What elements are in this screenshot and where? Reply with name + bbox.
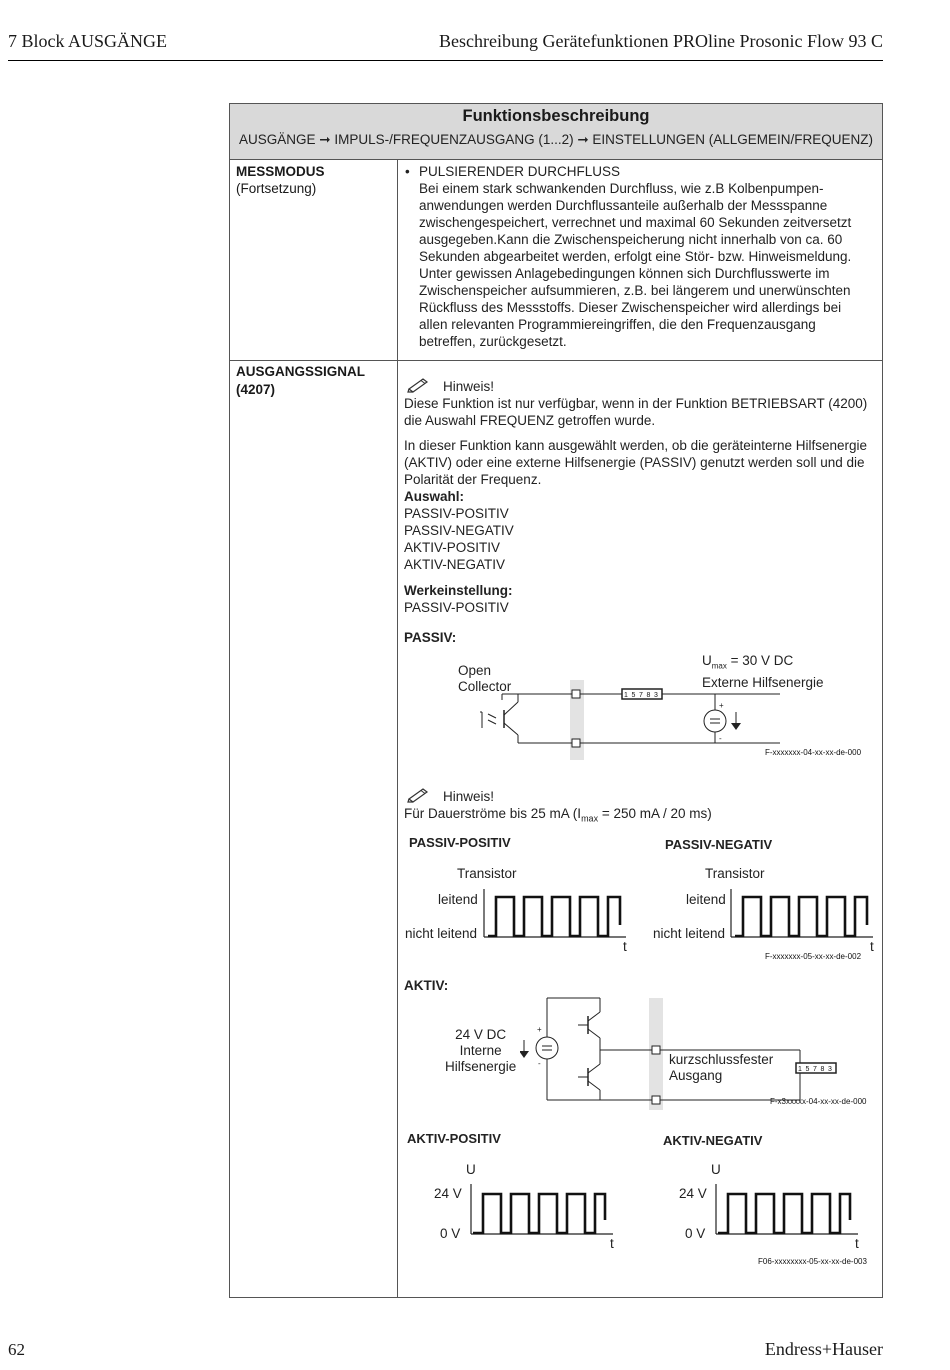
terminal-number: 3	[654, 692, 658, 699]
note1-text	[404, 395, 867, 429]
terminal-number: 1	[798, 1066, 802, 1073]
terminal-number: 8	[646, 692, 651, 699]
note1-line: die Auswahl FREQUENZ getroffen wurde.	[404, 413, 656, 428]
note2-post: = 250 mA / 20 ms)	[598, 806, 712, 821]
row1-label: MESSMODUS	[236, 164, 325, 179]
time-axis-label: t	[855, 1236, 859, 1251]
pencil-note-icon	[407, 375, 431, 393]
brand-logo-text: Endress+Hauser	[764, 1339, 883, 1359]
note2-pre: Für Dauerströme bis 25 mA (I	[404, 806, 582, 821]
dc-source-icon	[536, 1037, 558, 1059]
figure-code-2: F-xxxxxxx-05-xx-xx-de-002	[765, 952, 862, 961]
terminal	[652, 1096, 660, 1104]
arrow-down-icon	[520, 1051, 529, 1058]
figure-code-4: F06-xxxxxxxx-05-xx-xx-de-003	[758, 1257, 867, 1266]
bullet-icon: •	[405, 164, 410, 179]
supply-line: Hilfsenergie	[445, 1059, 517, 1074]
time-axis-label: t	[870, 939, 874, 954]
svg-text:-: -	[719, 734, 722, 743]
time-axis-label: t	[623, 939, 627, 954]
terminal-number: 5	[805, 1066, 810, 1073]
note2-text	[404, 805, 712, 828]
intro-line: In dieser Funktion kann ausgewählt werden, ob die geräteinterne Hilfsenergie	[404, 438, 868, 453]
leitend-label: leitend	[686, 892, 726, 907]
umax-sub: max	[711, 661, 727, 671]
header-rule	[8, 60, 883, 61]
supply-line: 24 V DC	[455, 1027, 507, 1042]
page-number: 62	[8, 1340, 25, 1359]
note2-sub: max	[581, 813, 599, 824]
function-table	[229, 103, 883, 1298]
terminal-number: 5	[631, 692, 636, 699]
svg-text:+: +	[719, 701, 724, 710]
terminal-number: 8	[820, 1066, 825, 1073]
row1-line: anwendungen werden Durchflussanteile außerhalb der Messspanne	[419, 198, 828, 213]
figure-code-3: F-x3xxxxx-04-xx-xx-de-000	[770, 1097, 867, 1106]
aktiv-label: AKTIV:	[404, 978, 449, 993]
row2-label: AUSGANGSSIGNAL	[236, 364, 366, 379]
row1-line: Bei einem stark schwankenden Durchfluss, wie z.B Kolbenpumpen-	[419, 181, 824, 196]
v24-label: 24 V	[434, 1186, 462, 1201]
voltage-axis-label: U	[711, 1162, 721, 1177]
row1-line: Sekunden abgearbeitet werden, erfolgt eine Stör- bzw. Hinweismeldung.	[419, 249, 852, 264]
row1-description	[419, 180, 851, 350]
svg-text:+: +	[537, 1025, 542, 1034]
werk-value: PASSIV-POSITIV	[404, 600, 509, 615]
terminal-number: 7	[639, 692, 643, 699]
aktiv-negativ-waveform	[712, 1182, 862, 1238]
option-item: PASSIV-NEGATIV	[404, 523, 514, 538]
arrow-down-icon	[731, 723, 741, 730]
supply-line: Interne	[459, 1043, 502, 1058]
row1-line: zwischengespeichert, verrechnet und maximal 60 Sekunden zeitversetzt	[419, 215, 852, 230]
table-menu-path: AUSGÄNGE ➞ IMPULS-/FREQUENZAUSGANG (1...2) ➞ EINSTELLUNGEN (ALLGEMEIN/FREQUENZ)	[239, 132, 873, 147]
svg-text:-: -	[538, 1059, 541, 1068]
v0-label: 0 V	[685, 1226, 706, 1241]
passiv-positiv-waveform	[480, 887, 630, 941]
passiv-negativ-waveform	[727, 887, 877, 941]
transistor-label: Transistor	[705, 866, 765, 881]
out-line: Ausgang	[669, 1068, 723, 1083]
intro-text	[404, 437, 867, 573]
terminal-number: 3	[828, 1066, 832, 1073]
note1-heading: Hinweis!	[443, 379, 495, 394]
column-divider	[397, 160, 398, 1298]
nicht-leitend-label: nicht leitend	[405, 926, 478, 941]
row1-sublabel: (Fortsetzung)	[236, 181, 317, 196]
row1-line: allen relevanten Programmiereingriffen, die den Frequenzausgang	[419, 317, 816, 332]
terminal-number: 7	[813, 1066, 817, 1073]
terminal	[652, 1046, 660, 1054]
intro-line: (AKTIV) oder eine externe Hilfsenergie (PASSIV) genutzt werden soll und die	[404, 455, 865, 470]
terminal-block	[795, 1062, 837, 1074]
note2-heading: Hinweis!	[443, 789, 495, 804]
voltage-axis-label: U	[466, 1162, 476, 1177]
v24-label: 24 V	[679, 1186, 707, 1201]
passiv-positiv-label: PASSIV-POSITIV	[409, 835, 511, 850]
oc-line: Collector	[458, 679, 512, 694]
terminal-number: 1	[624, 692, 628, 699]
option-item: AKTIV-NEGATIV	[404, 557, 506, 572]
umax-u: U	[702, 653, 712, 668]
row-divider	[230, 360, 882, 361]
passiv-circuit	[480, 680, 780, 762]
table-header	[230, 104, 882, 160]
umax-rest: = 30 V DC	[726, 653, 794, 668]
row1-line: Rückfluss des Messstoffs. Dieser Zwischenspeicher wird allerdings bei	[419, 300, 842, 315]
passiv-label: PASSIV:	[404, 630, 457, 645]
dc-source-icon	[704, 710, 726, 732]
figure-code-1: F-xxxxxxx-04-xx-xx-de-000	[765, 748, 862, 757]
aktiv-positiv-label: AKTIV-POSITIV	[407, 1131, 501, 1146]
header-section-title: 7 Block AUSGÄNGE	[8, 31, 168, 51]
option-item: PASSIV-POSITIV	[404, 506, 509, 521]
werk-label: Werkeinstellung:	[404, 583, 513, 598]
option-item: AKTIV-POSITIV	[404, 540, 501, 555]
terminal	[572, 739, 580, 747]
row1-bullet-title: PULSIERENDER DURCHFLUSS	[419, 164, 621, 179]
auswahl-label: Auswahl:	[404, 489, 465, 504]
row1-line: betreffen, zurückgesetzt.	[419, 334, 567, 349]
leitend-label: leitend	[438, 892, 478, 907]
transistor-label: Transistor	[457, 866, 517, 881]
out-line: kurzschlussfester	[669, 1052, 774, 1067]
aktiv-circuit	[520, 994, 840, 1112]
header-document-title: Beschreibung Gerätefunktionen PROline Prosonic Flow 93 C	[439, 31, 883, 51]
terminal	[572, 690, 580, 698]
intro-line: Polarität der Frequenz.	[404, 472, 542, 487]
row2-sublabel: (4207)	[236, 382, 276, 397]
passiv-negativ-label: PASSIV-NEGATIV	[665, 837, 773, 852]
v0-label: 0 V	[440, 1226, 461, 1241]
note1-line: Diese Funktion ist nur verfügbar, wenn in der Funktion BETRIEBSART (4200)	[404, 396, 868, 411]
pencil-note-icon	[407, 785, 431, 803]
umax-line	[702, 653, 824, 675]
aktiv-negativ-label: AKTIV-NEGATIV	[663, 1133, 763, 1148]
table-title: Funktionsbeschreibung	[462, 107, 650, 125]
aktiv-supply-label	[445, 1027, 516, 1075]
factory-setting	[404, 582, 513, 616]
time-axis-label: t	[610, 1236, 614, 1251]
oc-line: Open	[458, 663, 492, 678]
ext-energy: Externe Hilfsenergie	[702, 674, 824, 690]
aktiv-positiv-waveform	[467, 1182, 617, 1238]
nicht-leitend-label: nicht leitend	[653, 926, 726, 941]
row1-line: Unter gewissen Anlagebedingungen können sich Durchflusswerte im	[419, 266, 830, 281]
row1-line: Zwischenspeicher aufsummieren, z.B. bei längerem und unerwünschten	[419, 283, 851, 298]
row1-line: ausgegeben.Kann die Zwischenspeicherung nicht innerhalb von ca. 60	[419, 232, 843, 247]
